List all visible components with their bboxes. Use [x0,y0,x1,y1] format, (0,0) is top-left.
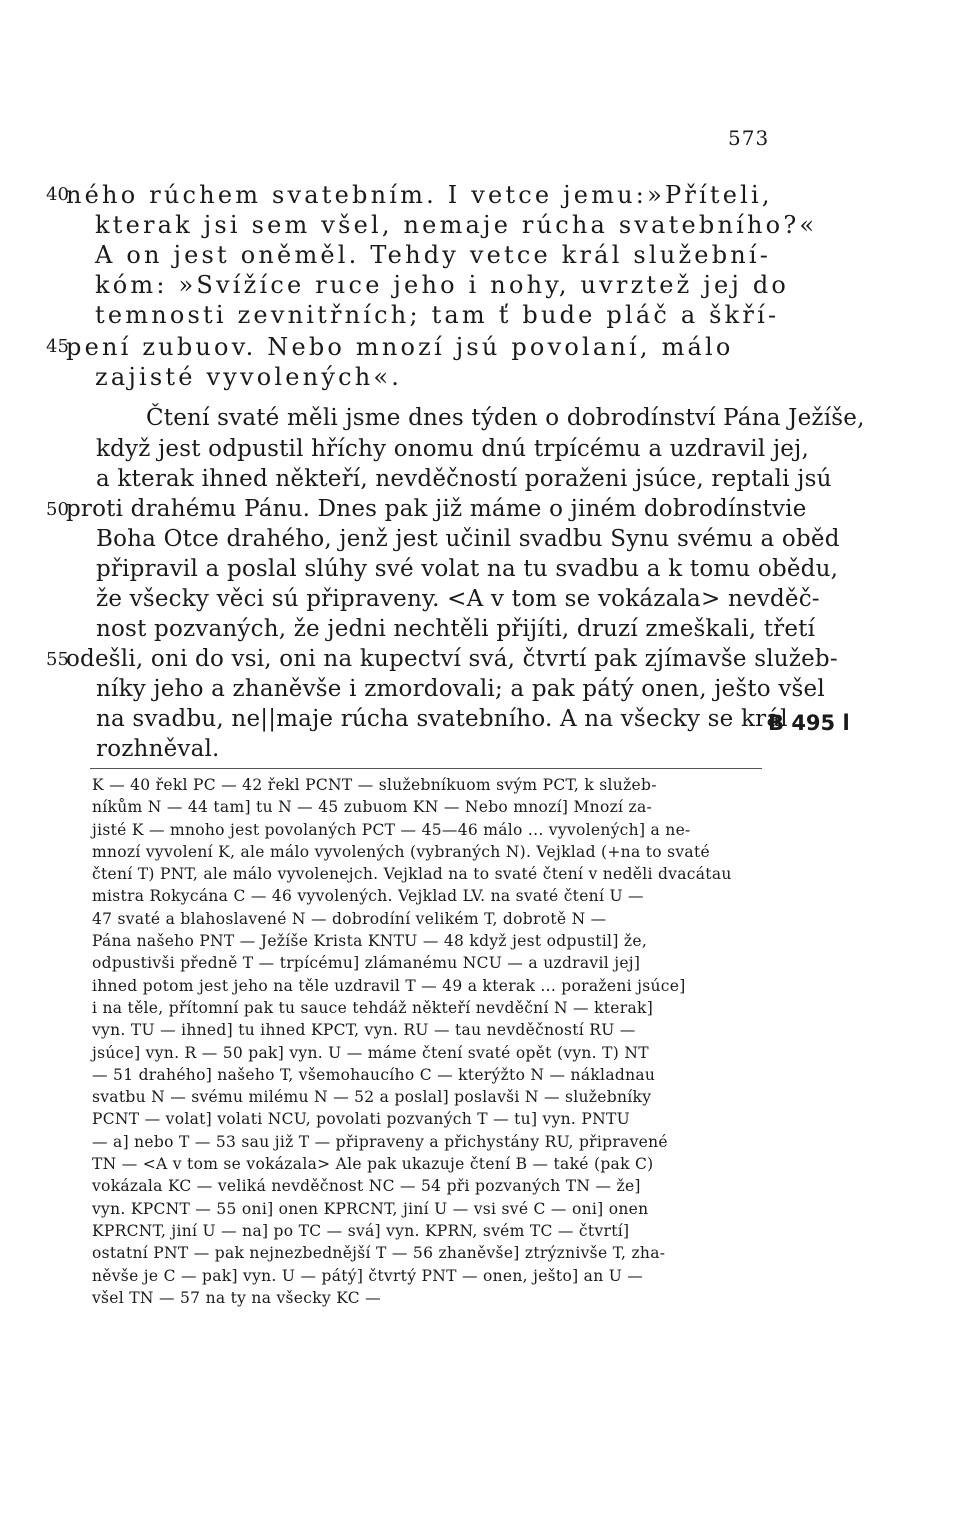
apparatus-line: ostatní PNT — pak nejnezbednější T — 56 zhaněvše] ztrýznivše T, zha- [92,1244,666,1263]
apparatus-line: 47 svaté a blahoslavené N — dobrodíní velikém T, dobrotě N — [92,909,607,928]
apparatus-line: — 51 drahého] našeho T, všemohaucího C — kterýžto N — nákladnau [92,1065,656,1084]
margin-reference: B 495 l [768,711,850,735]
verse-line: kóm: »Svížíce ruce jeho i nohy, uvrztež jej do [95,271,790,299]
sermon-line: rozhněval. [96,736,220,762]
line-number: 45 [46,336,69,357]
apparatus-line: všel TN — 57 na ty na všecky KC — [92,1288,381,1307]
apparatus-line: KPRCNT, jiní U — na] po TC — svá] vyn. KPRN, svém TC — čtvrtí] [92,1221,630,1240]
sermon-line: když jest odpustil hříchy onomu dnú trpícému a uzdravil jej, [96,436,809,462]
line-number: 50 [46,499,69,520]
apparatus-line: vyn. TU — ihned] tu ihned KPCT, vyn. RU — tau nevděčností RU — [92,1021,636,1040]
verse-line: pení zubuov. Nebo mnozí jsú povolaní, málo [66,333,734,361]
sermon-line: že všecky věci sú připraveny. <A v tom se vokázala> nevděč- [96,586,820,612]
apparatus-line: vokázala KC — veliká nevděčnost NC — 54 při pozvaných TN — že] [92,1177,641,1196]
line-number: 55 [46,649,69,670]
sermon-line: níky jeho a zhaněvše i zmordovali; a pak pátý onen, ješto všel [96,676,825,702]
apparatus-line: něvše je C — pak] vyn. U — pátý] čtvrtý PNT — onen, ješto] an U — [92,1266,644,1285]
verse-line: temnosti zevnitřních; tam ť bude pláč a škří- [95,301,780,329]
sermon-line: připravil a poslal slúhy své volat na tu svadbu a k tomu obědu, [96,556,839,582]
sermon-line: nost pozvaných, že jedni nechtěli přijíti, druzí zmeškali, třetí [96,616,816,642]
apparatus-line: jsúce] vyn. R — 50 pak] vyn. U — máme čtení svaté opět (vyn. T) NT [92,1043,649,1062]
sermon-line: proti drahému Pánu. Dnes pak již máme o jiném dobrodínstvie [66,496,807,522]
verse-line: zajisté vyvolených«. [95,363,403,391]
apparatus-line: PCNT — volat] volati NCU, povolati pozvaných T — tu] vyn. PNTU [92,1110,630,1129]
verse-line: kterak jsi sem všel, nemaje rúcha svatebního?« [95,211,818,239]
line-number: 40 [46,184,69,205]
apparatus-line: mistra Rokycána C — 46 vyvolených. Vejklad LV. na svaté čtení U — [92,887,644,906]
verse-line: ného rúchem svatebním. I vetce jemu:»Příteli, [66,181,773,209]
apparatus-line: jisté K — mnoho jest povolaných PCT — 45—46 málo ... vyvolených] a ne- [92,820,691,839]
apparatus-rule [90,768,762,769]
sermon-line: Boha Otce drahého, jenž jest učinil svadbu Synu svému a oběd [96,526,840,552]
apparatus-line: K — 40 řekl PC — 42 řekl PCNT — služebníkuom svým PCT, k služeb- [92,776,657,794]
sermon-line: odešli, oni do vsi, oni na kupectví svá, čtvrtí pak zjímavše služeb- [66,646,838,672]
apparatus-line: čtení T) PNT, ale málo vyvolenejch. Vejklad na to svaté čtení v neděli dvacátau [92,865,732,884]
verse-line: A on jest oněměl. Tehdy vetce král služební- [95,241,772,269]
apparatus-line: Pána našeho PNT — Ježíše Krista KNTU — 48 když jest odpustil] že, [92,932,648,951]
critical-apparatus [92,774,764,1309]
apparatus-line: — a] nebo T — 53 sau již T — připraveny a přichystány RU, připravené [92,1132,668,1151]
page-number: 573 [728,126,770,150]
apparatus-line: svatbu N — svému milému N — 52 a poslal] poslavši N — služebníky [92,1088,652,1107]
apparatus-line: vyn. KPCNT — 55 oni] onen KPRCNT, jiní U — vsi své C — oni] onen [92,1199,649,1218]
apparatus-line: ihned potom jest jeho na těle uzdravil T — 49 a kterak ... poraženi jsúce] [92,976,686,995]
sermon-line: na svadbu, ne||maje rúcha svatebního. A na všecky se král [96,706,788,732]
sermon-line: a kterak ihned někteří, nevděčností poraženi jsúce, reptali jsú [96,466,832,492]
apparatus-line: níkům N — 44 tam] tu N — 45 zubuom KN — Nebo mnozí] Mnozí za- [92,798,653,817]
sermon-line: Čtení svaté měli jsme dnes týden o dobrodínství Pána Ježíše, [146,405,865,431]
apparatus-line: mnozí vyvolení K, ale málo vyvolených (vybraných N). Vejklad (+na to svaté [92,842,710,861]
apparatus-line: i na těle, přítomní pak tu sauce tehdáž někteří nevděční N — kterak] [92,998,654,1017]
apparatus-line: odpustivši předně T — trpícému] zlámanému NCU — a uzdravil jej] [92,954,641,973]
apparatus-line: TN — <A v tom se vokázala> Ale pak ukazuje čtení B — také (pak C) [92,1155,654,1174]
